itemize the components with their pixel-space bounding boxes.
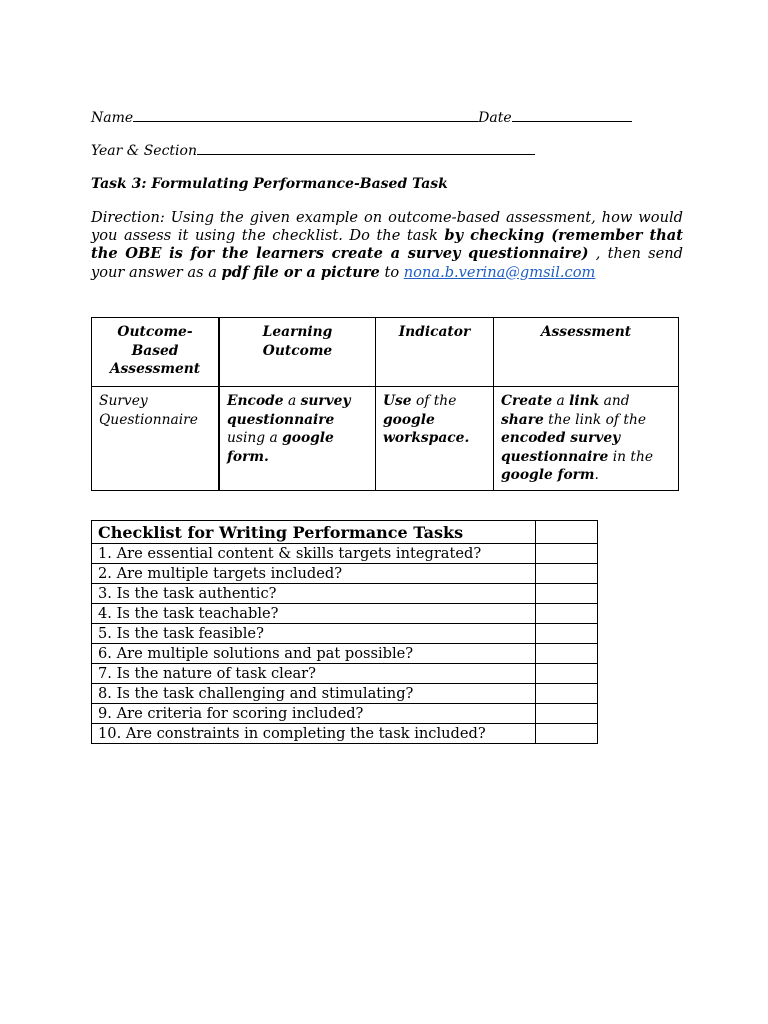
text-bold: Encode: [227, 393, 284, 409]
direction-text-2: , then send your answer as a: [91, 245, 683, 281]
obe-table: [91, 317, 679, 491]
text: of the: [411, 393, 457, 409]
check-box[interactable]: [536, 544, 598, 564]
checklist-title: Checklist for Writing Performance Tasks: [92, 521, 536, 544]
section-blank[interactable]: [197, 142, 535, 155]
cell-assessment: [494, 387, 679, 491]
text-bold: google form: [501, 467, 595, 483]
check-box[interactable]: [536, 624, 598, 644]
header-learning-outcome: Learning Outcome: [219, 318, 376, 387]
text-bold: Use: [383, 393, 412, 409]
task-title: Task 3: Formulating Performance-Based Task: [91, 176, 448, 192]
text: a: [283, 393, 301, 409]
text: using a: [227, 430, 283, 446]
email-link[interactable]: nona.b.verina@gmsil.com: [403, 263, 596, 281]
direction-text-3: to: [379, 263, 404, 281]
checklist-item: 9. Are criteria for scoring included?: [92, 704, 536, 724]
check-box[interactable]: [536, 604, 598, 624]
checklist-item: 4. Is the task teachable?: [92, 604, 536, 624]
text-bold: share: [501, 411, 544, 428]
checklist-item: 6. Are multiple solutions and pat possible?: [92, 644, 536, 664]
text: .: [594, 467, 599, 483]
header-assessment: Assessment: [494, 318, 679, 387]
text: and: [599, 393, 630, 409]
text: in the: [608, 448, 654, 465]
text: the link of the: [543, 411, 647, 428]
checklist-item: 10. Are constraints in completing the task included?: [92, 724, 536, 744]
text-bold: encoded survey questionnaire: [501, 430, 621, 465]
checklist-table: [91, 520, 598, 744]
date-label: Date: [478, 110, 512, 126]
check-box[interactable]: [536, 564, 598, 584]
header-indicator: Indicator: [376, 318, 494, 387]
text-bold: survey questionnaire: [227, 393, 351, 428]
check-box[interactable]: [536, 644, 598, 664]
checklist-header-box: [536, 521, 598, 544]
text-bold: Create: [501, 393, 553, 409]
checklist-item: 5. Is the task feasible?: [92, 624, 536, 644]
checklist-item: 3. Is the task authentic?: [92, 584, 536, 604]
checklist-item: 1. Are essential content & skills targets integrated?: [92, 544, 536, 564]
check-box[interactable]: [536, 724, 598, 744]
text-bold: google workspace.: [383, 411, 470, 446]
section-label: Year & Section: [91, 143, 197, 159]
text-bold: link: [569, 393, 600, 409]
date-blank[interactable]: [512, 109, 632, 122]
name-label: Name: [91, 110, 134, 126]
section-line: [91, 142, 535, 159]
cell-indicator: [376, 387, 494, 491]
direction-bold-2: pdf file or a picture: [221, 263, 380, 281]
direction-text-1: Direction: Using the given example on outcome-based assessment, how would you assess it using the checklist. Do the task: [91, 209, 683, 245]
checklist-item: 2. Are multiple targets included?: [92, 564, 536, 584]
text: a: [552, 393, 570, 409]
direction-bold-1: by checking (remember that the OBE is for the learners create a survey questionnaire): [91, 227, 683, 263]
name-blank[interactable]: [133, 109, 478, 122]
header-outcome-based-assessment: Outcome-Based Assessment: [92, 318, 220, 387]
check-box[interactable]: [536, 704, 598, 724]
checklist-item: 8. Is the task challenging and stimulating?: [92, 684, 536, 704]
check-box[interactable]: [536, 584, 598, 604]
check-box[interactable]: [536, 684, 598, 704]
name-date-line: [91, 109, 632, 126]
check-box[interactable]: [536, 664, 598, 684]
direction-paragraph: [91, 209, 683, 282]
cell-survey-questionnaire: Survey Questionnaire: [92, 387, 220, 491]
checklist-item: 7. Is the nature of task clear?: [92, 664, 536, 684]
cell-learning-outcome: [219, 387, 376, 491]
text-bold: google form.: [227, 430, 334, 465]
